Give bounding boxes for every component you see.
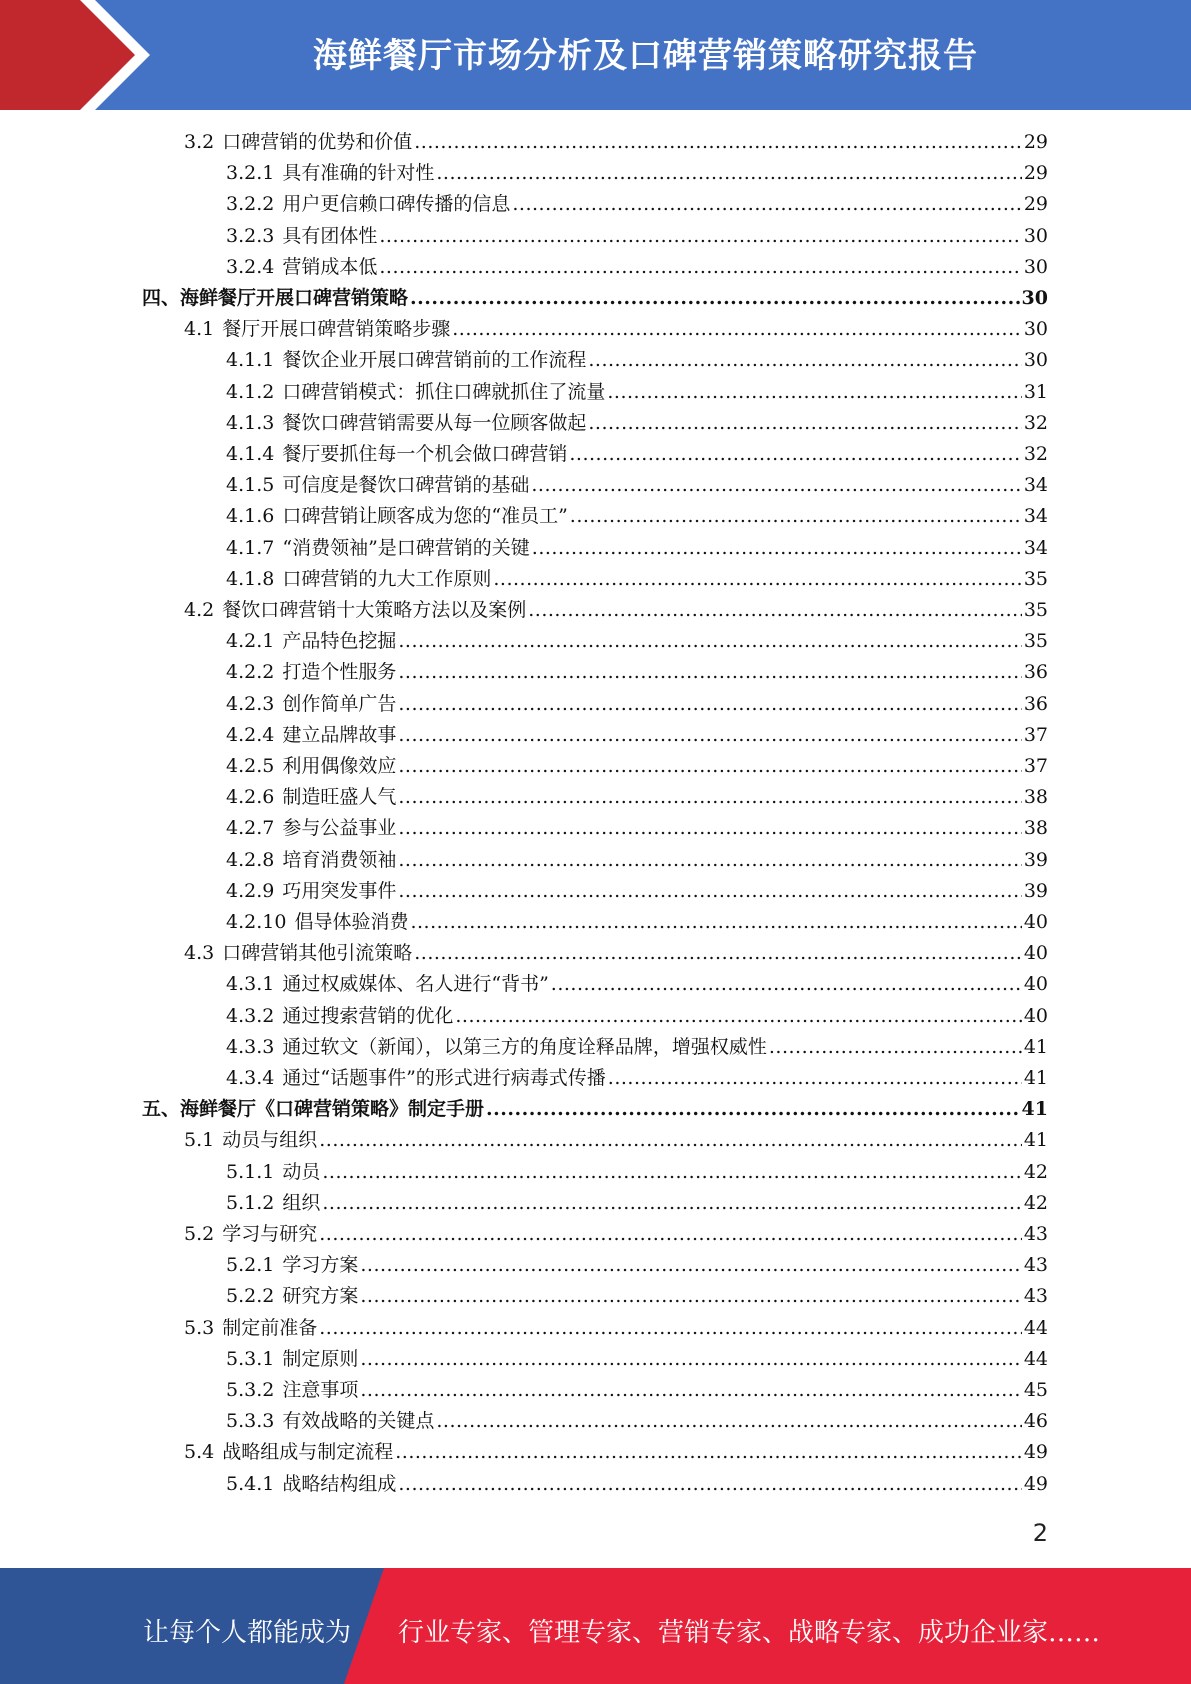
toc-entry[interactable] [226,345,1048,376]
toc-entry-page: 40 [1023,942,1048,965]
toc-entry-number: 4.2.1 [226,630,275,653]
toc-entry-title: 参与公益事业 [282,817,397,840]
toc-entry[interactable] [226,439,1048,470]
toc-entry-page: 40 [1023,1004,1048,1027]
toc-entry-page: 32 [1023,411,1048,434]
toc-entry[interactable] [226,751,1048,782]
toc-entry[interactable] [226,252,1048,283]
toc-entry-title: 通过权威媒体、名人进行“背书” [282,973,549,996]
toc-entry-title: 研究方案 [282,1285,359,1308]
toc-dot-leader [414,127,1022,158]
toc-entry-title: 动员与组织 [222,1129,318,1152]
toc-dot-leader [398,657,1021,688]
toc-entry-number: 4.1.5 [226,474,275,497]
toc-entry-title: 用户更信赖口碑传播的信息 [282,193,511,216]
toc-entry[interactable] [184,1125,1048,1156]
toc-entry[interactable] [226,189,1048,220]
footer-banner [0,1568,1191,1684]
toc-entry[interactable] [226,1001,1048,1032]
toc-dot-leader [398,876,1021,907]
toc-dot-leader [319,1313,1022,1344]
toc-dot-leader [569,439,1021,470]
toc-entry[interactable] [226,1250,1048,1281]
toc-entry[interactable] [226,470,1048,501]
toc-entry[interactable] [226,845,1048,876]
toc-entry[interactable] [226,813,1048,844]
toc-entry[interactable] [226,1281,1048,1312]
toc-entry-page: 36 [1023,692,1048,715]
footer-slogan-right: 行业专家、管理专家、营销专家、战略专家、成功企业家…… [398,1618,1101,1648]
toc-dot-leader [360,1281,1021,1312]
toc-entry-page: 37 [1023,755,1048,777]
toc-entry-title: 通过软文（新闻），以第三方的角度诠释品牌，增强权威性 [282,1035,767,1058]
toc-dot-leader [319,1125,1022,1156]
footer-slogan-left: 让每个人都能成为 [143,1618,352,1648]
toc-entry-page: 36 [1023,661,1048,684]
toc-entry[interactable] [226,1188,1048,1219]
toc-entry-title: 学习方案 [282,1254,359,1277]
toc-entry[interactable] [226,408,1048,439]
toc-entry-title: 餐饮口碑营销十大策略方法以及案例 [222,599,527,621]
toc-entry-number: 3.2.4 [226,255,275,278]
toc-entry-page: 40 [1023,911,1048,933]
toc-entry[interactable] [184,595,1048,626]
toc-dot-leader [512,189,1021,220]
toc-entry-title: 制造旺盛人气 [282,786,397,809]
toc-entry-title: 通过“话题事件”的形式进行病毒式传播 [282,1067,606,1089]
toc-entry-number: 4.2.10 [226,911,287,933]
toc-entry-page: 30 [1023,255,1048,278]
toc-entry-number: 5.3 [184,1316,215,1339]
toc-entry[interactable] [226,626,1048,657]
toc-entry[interactable] [226,1157,1048,1188]
toc-entry-title: 餐饮口碑营销需要从每一位顾客做起 [282,411,587,434]
toc-entry-page: 41 [1023,1067,1048,1089]
toc-dot-leader [486,1094,1020,1125]
report-title: 海鲜餐厅市场分析及口碑营销策略研究报告 [313,36,978,76]
toc-dot-leader [588,408,1021,439]
toc-entry-page: 30 [1021,287,1048,309]
toc-entry-number: 4.3.3 [226,1035,275,1058]
toc-entry-title: 口碑营销其他引流策略 [222,942,413,965]
toc-entry[interactable] [226,377,1048,408]
toc-entry-number: 4.2.8 [226,848,275,871]
toc-entry-number: 4.2.3 [226,692,275,715]
toc-dot-leader [319,1219,1022,1250]
toc-entry-title: 利用偶像效应 [282,755,397,777]
toc-entry-number: 3.2.3 [226,224,275,247]
toc-entry[interactable] [226,657,1048,688]
toc-dot-leader [360,1250,1021,1281]
toc-entry-number: 3.2.1 [226,162,275,185]
toc-entry-page: 37 [1023,723,1048,746]
toc-dot-leader [531,470,1021,501]
toc-dot-leader [398,782,1021,813]
toc-entry-page: 29 [1023,162,1048,185]
toc-entry-title: 打造个性服务 [282,661,397,684]
toc-entry-page: 34 [1023,505,1048,528]
toc-entry-page: 38 [1023,817,1048,840]
toc-dot-leader [493,564,1021,595]
toc-dot-leader [398,1469,1021,1500]
toc-entry-page: 45 [1023,1379,1048,1401]
toc-entry-title: 注意事项 [282,1379,359,1401]
toc-entry-number: 5.2.1 [226,1254,275,1277]
toc-entry[interactable] [226,1406,1048,1437]
toc-entry-title: 培育消费领袖 [282,848,397,871]
toc-entry[interactable] [184,314,1048,345]
toc-dot-leader [551,969,1022,1000]
toc-entry-page: 30 [1023,349,1048,372]
toc-entry-number: 4.2.5 [226,755,275,777]
toc-entry-number: 4.2.7 [226,817,275,840]
toc-entry-number: 4.1.1 [226,349,275,372]
toc-entry-page: 35 [1023,567,1048,590]
toc-entry-number: 5.4 [184,1441,215,1464]
toc-entry-title: 有效战略的关键点 [282,1410,435,1433]
toc-dot-leader [398,626,1021,657]
toc-entry-page: 42 [1023,1160,1048,1183]
toc-dot-leader [398,751,1021,782]
toc-entry-number: 4.2.6 [226,786,275,809]
toc-entry-title: 营销成本低 [282,255,378,278]
toc-dot-leader [588,345,1021,376]
toc-entry-number: 5.3.2 [226,1379,275,1401]
toc-entry-title: 口碑营销的九大工作原则 [282,567,492,590]
toc-entry[interactable] [226,969,1048,1000]
toc-entry[interactable] [226,564,1048,595]
toc-dot-leader [360,1375,1021,1406]
page-number: 2 [1032,1519,1048,1547]
toc-dot-leader [379,221,1021,252]
toc-entry-page: 44 [1023,1347,1048,1370]
header-banner [0,0,1191,110]
toc-entry[interactable] [226,1375,1048,1406]
toc-entry-title: 餐厅要抓住每一个机会做口碑营销 [282,443,568,465]
toc-entry[interactable] [226,1063,1048,1094]
toc-entry-number: 4.2.9 [226,879,275,902]
toc-entry-page: 41 [1023,1129,1048,1152]
toc-entry-title: 四、海鲜餐厅开展口碑营销策略 [142,287,409,309]
toc-entry[interactable] [226,907,1048,938]
toc-entry-title: 通过搜索营销的优化 [282,1004,454,1027]
toc-dot-leader [395,1437,1022,1468]
toc-dot-leader [398,689,1021,720]
toc-entry[interactable] [184,1313,1048,1344]
toc-entry-page: 40 [1023,973,1048,996]
toc-dot-leader [414,938,1022,969]
toc-dot-leader [570,501,1022,532]
toc-entry[interactable] [226,876,1048,907]
toc-entry-page: 29 [1023,131,1048,153]
toc-entry-page: 39 [1023,848,1048,871]
toc-entry[interactable] [226,158,1048,189]
toc-dot-leader [528,595,1022,626]
toc-entry-number: 4.3.1 [226,973,275,996]
toc-entry-title: 战略结构组成 [282,1472,397,1495]
toc-dot-leader [379,252,1021,283]
toc-entry-title: 具有团体性 [282,224,378,247]
toc-dot-leader [360,1344,1021,1375]
toc-dot-leader [398,813,1021,844]
toc-entry-page: 44 [1023,1316,1048,1339]
toc-entry-page: 41 [1021,1098,1048,1121]
toc-dot-leader [410,907,1021,938]
toc-dot-leader [608,1063,1022,1094]
toc-entry-number: 4.1.2 [226,380,275,403]
toc-entry[interactable] [142,1094,1048,1125]
toc-entry[interactable] [226,1469,1048,1500]
toc-entry-title: 组织 [282,1191,321,1214]
toc-dot-leader [436,1406,1021,1437]
toc-entry-title: 制定前准备 [222,1316,318,1339]
toc-entry[interactable] [226,782,1048,813]
toc-entry-page: 43 [1023,1285,1048,1308]
toc-entry-page: 34 [1023,474,1048,497]
toc-dot-leader [398,845,1021,876]
toc-entry-page: 30 [1023,224,1048,247]
toc-entry-number: 4.3 [184,942,215,965]
toc-entry-page: 31 [1023,380,1048,403]
toc-entry-number: 4.2.2 [226,661,275,684]
toc-entry-page: 42 [1023,1191,1048,1214]
toc-entry[interactable] [226,720,1048,751]
toc-dot-leader [322,1157,1021,1188]
toc-entry-title: 口碑营销让顾客成为您的“准员工” [282,505,568,528]
toc-entry-number: 4.1.3 [226,411,275,434]
toc-entry-number: 5.1.2 [226,1191,275,1214]
toc-entry-page: 49 [1023,1441,1048,1464]
toc-entry[interactable] [226,1032,1048,1063]
toc-entry[interactable] [226,501,1048,532]
toc-entry-number: 5.4.1 [226,1472,275,1495]
toc-entry[interactable] [184,938,1048,969]
toc-entry-number: 4.1.6 [226,505,275,528]
toc-dot-leader [398,720,1021,751]
toc-entry-title: 动员 [282,1160,321,1183]
toc-entry-number: 5.2.2 [226,1285,275,1308]
toc-entry-number: 5.1.1 [226,1160,275,1183]
toc-entry-page: 41 [1023,1035,1048,1058]
toc-entry[interactable] [184,127,1048,158]
toc-entry-title: 餐饮企业开展口碑营销前的工作流程 [282,349,587,372]
toc-entry-title: 学习与研究 [222,1223,318,1245]
toc-entry-number: 3.2 [184,131,215,153]
toc-entry-title: 巧用突发事件 [282,879,397,902]
toc-entry-number: 4.3.2 [226,1004,275,1027]
toc-dot-leader [436,158,1021,189]
toc-dot-leader [452,314,1022,345]
toc-entry-page: 32 [1023,443,1048,465]
toc-entry-number: 5.1 [184,1129,215,1152]
toc-entry-title: 战略组成与制定流程 [222,1441,394,1464]
toc-entry-page: 35 [1023,599,1048,621]
toc-entry-title: 具有准确的针对性 [282,162,435,185]
toc-entry-page: 38 [1023,786,1048,809]
toc-entry-number: 5.3.3 [226,1410,275,1433]
toc-entry-title: 倡导体验消费 [294,911,409,933]
toc-entry[interactable] [226,221,1048,252]
toc-entry-title: 五、海鲜餐厅《口碑营销策略》制定手册 [142,1098,485,1121]
toc-dot-leader [607,377,1021,408]
toc-dot-leader [455,1001,1021,1032]
toc-entry[interactable] [226,689,1048,720]
toc-entry[interactable] [184,1219,1048,1250]
toc-entry-page: 43 [1023,1254,1048,1277]
toc-entry-number: 4.2.4 [226,723,275,746]
toc-entry[interactable] [226,533,1048,564]
toc-entry-title: 制定原则 [282,1347,359,1370]
toc-entry[interactable] [184,1437,1048,1468]
toc-entry-number: 4.1.4 [226,443,275,465]
toc-entry-page: 30 [1023,318,1048,341]
toc-entry-page: 39 [1023,879,1048,902]
toc-entry-title: 创作简单广告 [282,692,397,715]
toc-entry-title: 可信度是餐饮口碑营销的基础 [282,474,530,497]
toc-dot-leader [410,283,1020,314]
toc-entry-page: 34 [1023,536,1048,559]
toc-entry-number: 5.3.1 [226,1347,275,1370]
toc-entry-title: 口碑营销的优势和价值 [222,131,413,153]
toc-entry-number: 4.2 [184,599,215,621]
toc-entry-title: 建立品牌故事 [282,723,397,746]
toc-entry-number: 5.2 [184,1223,215,1245]
toc-entry-number: 4.3.4 [226,1067,275,1089]
toc-entry-page: 49 [1023,1472,1048,1495]
toc-dot-leader [769,1032,1022,1063]
toc-dot-leader [322,1188,1021,1219]
toc-entry-page: 29 [1023,193,1048,216]
toc-entry-number: 3.2.2 [226,193,275,216]
toc-entry-title: 产品特色挖掘 [282,630,397,653]
toc-entry-title: 口碑营销模式：抓住口碑就抓住了流量 [282,380,606,403]
toc-entry[interactable] [226,1344,1048,1375]
toc-entry-number: 4.1.8 [226,567,275,590]
toc-entry-title: 餐厅开展口碑营销策略步骤 [222,318,451,341]
toc-entry-number: 4.1 [184,318,215,341]
toc-entry-title: “消费领袖”是口碑营销的关键 [282,536,530,559]
toc-entry-number: 4.1.7 [226,536,275,559]
toc-entry-page: 43 [1023,1223,1048,1245]
toc-entry[interactable] [142,283,1048,314]
toc-entry-page: 46 [1023,1410,1048,1433]
toc-entry-page: 35 [1023,630,1048,653]
toc-dot-leader [532,533,1022,564]
